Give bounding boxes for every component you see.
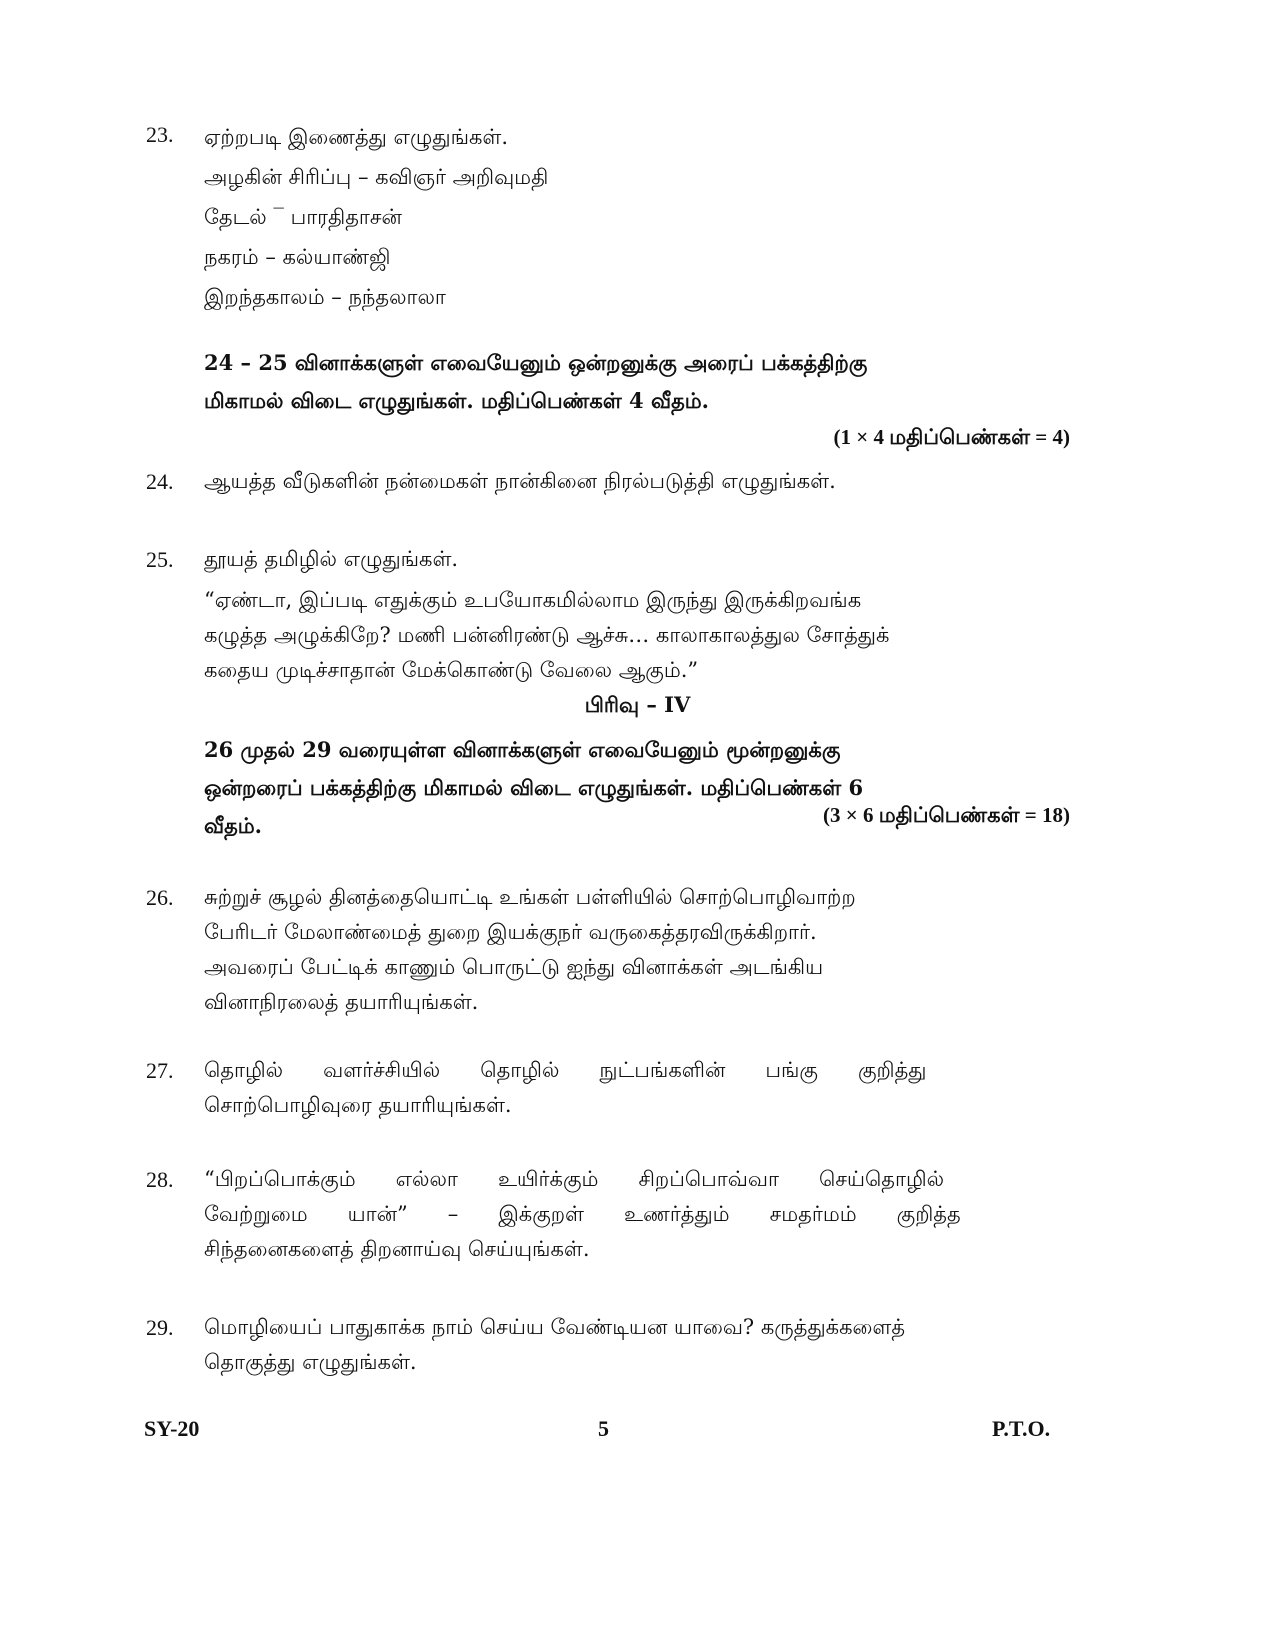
question-line: பேரிடர் மேலாண்மைத் துறை இயக்குநர் வருகைத்தரவிருக்கிறார். <box>204 920 817 944</box>
question-line: அவரைப் பேட்டிக் காணும் பொருட்டு ஐந்து வினாக்கள் அடங்கிய <box>204 955 824 979</box>
question-line: தொகுத்து எழுதுங்கள். <box>204 1350 417 1374</box>
instruction-line: வீதம். <box>204 813 262 838</box>
question-line: சிந்தனைகளைத் திறனாய்வு செய்யுங்கள். <box>204 1237 590 1261</box>
question-line: தொழில் வளர்ச்சியில் தொழில் நுட்பங்களின் பங்கு குறித்து <box>204 1058 927 1082</box>
question-text: ஆயத்த வீடுகளின் நன்மைகள் நான்கினை நிரல்படுத்தி எழுதுங்கள். <box>204 469 836 493</box>
instruction-line: மிகாமல் விடை எழுதுங்கள். மதிப்பெண்கள் 4 வீதம். <box>204 388 709 413</box>
marks-note: (3 × 6 மதிப்பெண்கள் = 18) <box>823 803 1070 827</box>
quote-line: கழுத்த அழுக்கிறே? மணி பன்னிரண்டு ஆச்சு… காலாகாலத்துல சோத்துக் <box>204 623 890 647</box>
question-text: தூயத் தமிழில் எழுதுங்கள். <box>204 547 459 571</box>
question-number: 24. <box>146 469 174 494</box>
question-number: 29. <box>146 1315 174 1340</box>
instructions-24-25 <box>204 344 1032 420</box>
quote-line: கதைய முடிச்சாதான் மேக்கொண்டு வேலை ஆகும்.” <box>204 658 699 682</box>
instruction-line: 24 – 25 வினாக்களுள் எவையேனும் ஒன்றனுக்கு அரைப் பக்கத்திற்கு <box>204 350 868 375</box>
question-line: வேற்றுமை யான்” – இக்குறள் உணர்த்தும் சமதர்மம் குறித்த <box>204 1202 961 1226</box>
question-line: சொற்பொழிவுரை தயாரியுங்கள். <box>204 1093 512 1117</box>
question-number: 28. <box>146 1167 174 1192</box>
match-pair: இறந்தகாலம் – நந்தலாலா <box>204 285 446 309</box>
paper-code: SY-20 <box>144 1416 200 1441</box>
match-pair: அழகின் சிரிப்பு – கவிஞர் அறிவுமதி <box>204 165 549 189</box>
question-number: 26. <box>146 885 174 910</box>
question-number: 27. <box>146 1058 174 1083</box>
question-text: ஏற்றபடி இணைத்து எழுதுங்கள். <box>204 125 509 149</box>
question-line: வினாநிரலைத் தயாரியுங்கள். <box>204 990 479 1014</box>
marks-note: (1 × 4 மதிப்பெண்கள் = 4) <box>833 425 1070 449</box>
question-line: மொழியைப் பாதுகாக்க நாம் செய்ய வேண்டியன யாவை? கருத்துக்களைத் <box>204 1315 906 1339</box>
question-line: சுற்றுச் சூழல் தினத்தையொட்டி உங்கள் பள்ளியில் சொற்பொழிவாற்ற <box>204 885 856 909</box>
question-line: “பிறப்பொக்கும் எல்லா உயிர்க்கும் சிறப்பொவ்வா செய்தொழில் <box>204 1167 945 1191</box>
section-heading: பிரிவு – IV <box>584 692 691 717</box>
question-number: 25. <box>146 547 174 572</box>
quote-line: “ஏண்டா, இப்படி எதுக்கும் உபயோகமில்லாம இருந்து இருக்கிறவங்க <box>204 588 862 612</box>
match-pair: தேடல் ‾ பாரதிதாசன் <box>204 205 402 229</box>
question-number: 23. <box>146 122 174 147</box>
instruction-line: ஒன்றரைப் பக்கத்திற்கு மிகாமல் விடை எழுதுங்கள். மதிப்பெண்கள் 6 <box>204 775 864 800</box>
page-number: 5 <box>598 1416 609 1441</box>
match-pair: நகரம் – கல்யாண்ஜி <box>204 245 391 269</box>
pto-label: P.T.O. <box>992 1416 1051 1441</box>
instruction-line: 26 முதல் 29 வரையுள்ள வினாக்களுள் எவையேனும் மூன்றனுக்கு <box>204 737 841 762</box>
